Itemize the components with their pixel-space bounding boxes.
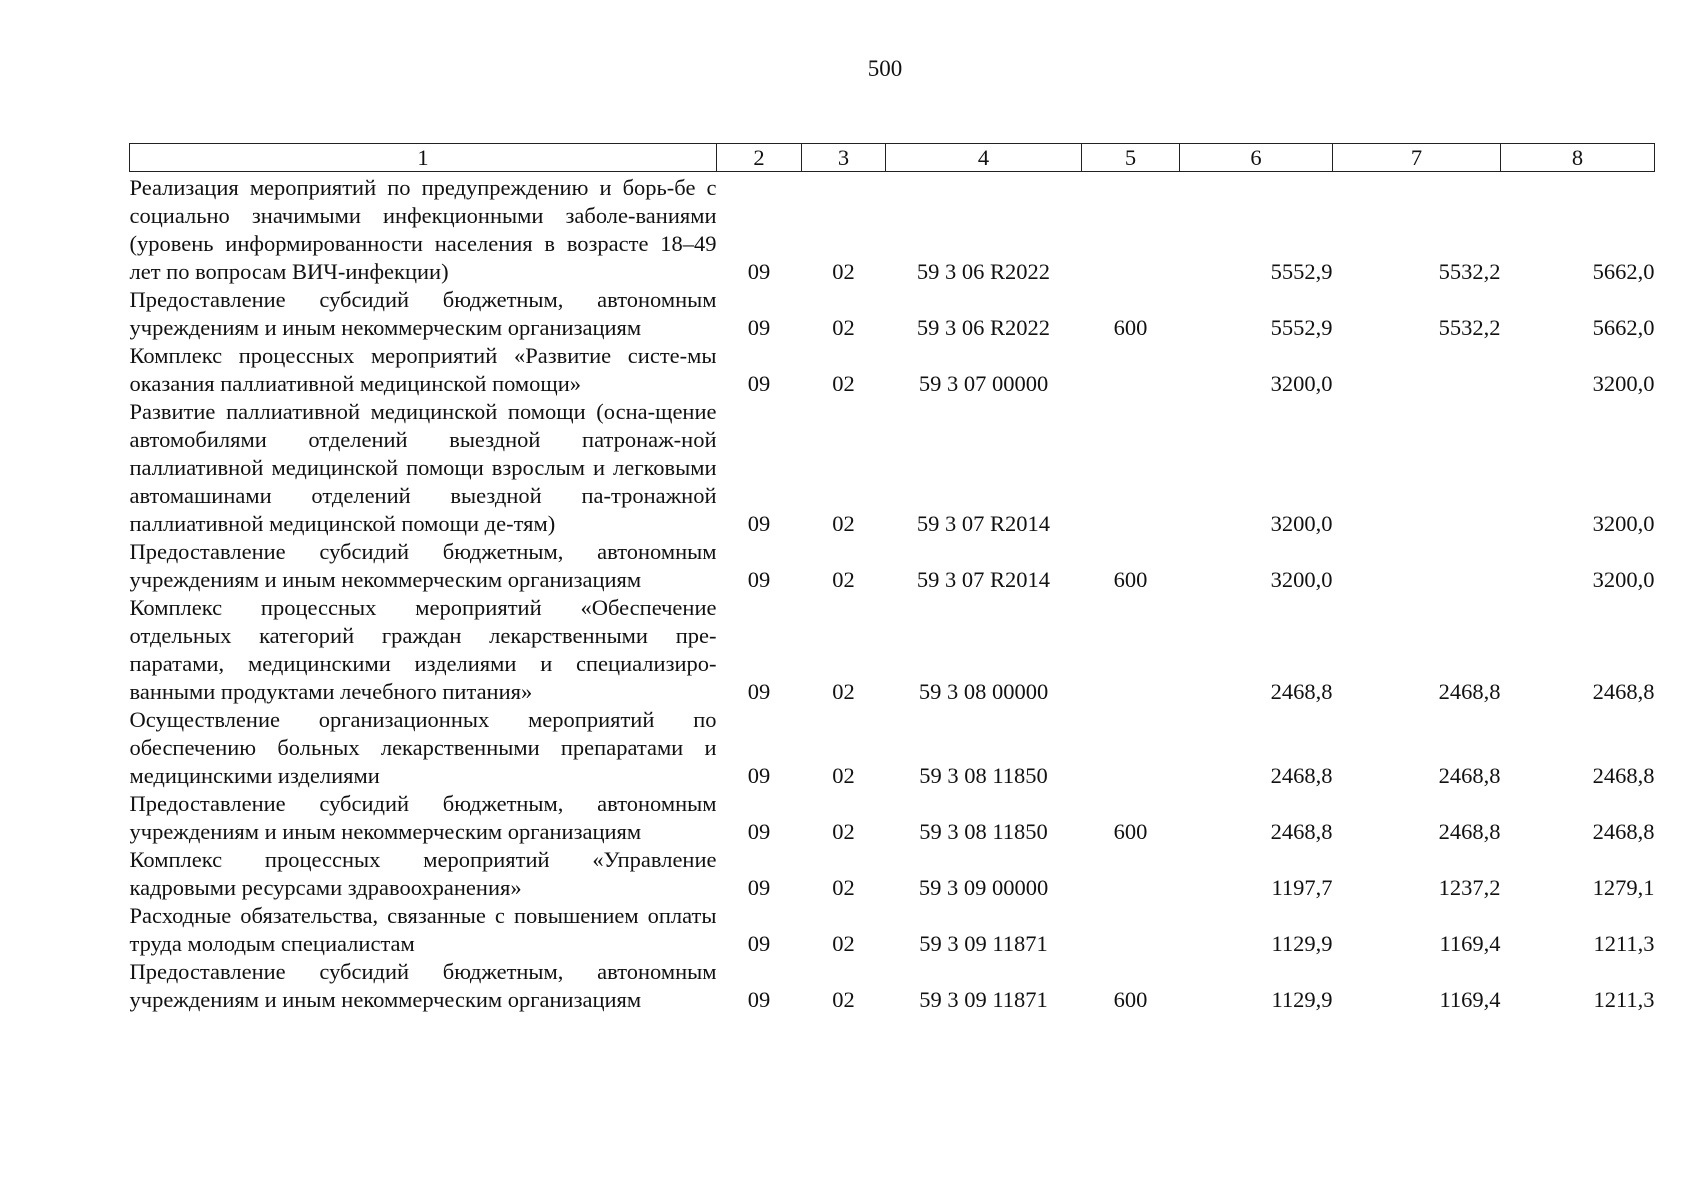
row-subsection: 02 — [832, 679, 855, 704]
row-section: 09 — [747, 763, 771, 788]
table-row — [130, 790, 1655, 846]
table-row — [130, 958, 1655, 1014]
row-expense-type — [1082, 172, 1180, 287]
table-row — [130, 286, 1655, 342]
row-amount-6: 5552,9 — [1270, 315, 1333, 340]
table-row — [130, 846, 1655, 902]
row-expense-type — [1082, 706, 1180, 790]
row-amount-7: 5532,2 — [1438, 315, 1501, 340]
row-subsection: 02 — [832, 567, 855, 592]
column-header: 6 — [1180, 144, 1333, 172]
row-amount-7: 2468,8 — [1438, 819, 1501, 844]
row-expense-type — [1082, 594, 1180, 706]
table-row — [130, 342, 1655, 398]
row-section: 09 — [747, 511, 771, 536]
row-target-code: 59 3 06 R2022 — [916, 315, 1051, 340]
row-section: 09 — [747, 679, 771, 704]
row-expense-type — [1082, 902, 1180, 958]
column-header: 7 — [1333, 144, 1501, 172]
column-header: 4 — [886, 144, 1082, 172]
row-section: 09 — [747, 567, 771, 592]
row-amount-7 — [1333, 538, 1501, 594]
row-amount-8: 2468,8 — [1592, 819, 1655, 844]
row-target-code: 59 3 09 11871 — [919, 931, 1048, 956]
row-amount-6: 3200,0 — [1270, 511, 1333, 536]
table-row — [130, 706, 1655, 790]
row-target-code: 59 3 09 00000 — [918, 875, 1049, 900]
row-expense-type — [1082, 342, 1180, 398]
table-row — [130, 594, 1655, 706]
table-row — [130, 538, 1655, 594]
row-amount-6: 1129,9 — [1271, 987, 1333, 1012]
row-amount-8: 1211,3 — [1593, 987, 1655, 1012]
row-section: 09 — [747, 259, 771, 284]
row-section: 09 — [747, 875, 771, 900]
row-amount-7 — [1333, 342, 1501, 398]
row-subsection: 02 — [832, 511, 855, 536]
row-expense-type — [1082, 398, 1180, 538]
row-amount-8: 3200,0 — [1592, 371, 1655, 396]
row-subsection: 02 — [832, 763, 855, 788]
row-target-code: 59 3 07 00000 — [918, 371, 1049, 396]
row-target-code: 59 3 08 00000 — [918, 679, 1049, 704]
row-amount-8: 3200,0 — [1592, 511, 1655, 536]
row-description: Предоставление субсидий бюджетным, автономным учреждениям и иным некоммерческим организациям — [129, 959, 717, 1012]
row-subsection: 02 — [832, 931, 855, 956]
row-section: 09 — [747, 931, 771, 956]
row-amount-6: 3200,0 — [1270, 371, 1333, 396]
row-description: Предоставление субсидий бюджетным, автономным учреждениям и иным некоммерческим организациям — [129, 791, 717, 844]
row-description: Развитие паллиативной медицинской помощи (осна-щение автомобилями отделений выездной патронаж-ной паллиативной медицинской помощи взрослым и легковыми автомашинами отделений выездной па-тронажной паллиативной медицинской помощи де-тям) — [129, 399, 717, 536]
row-amount-6: 3200,0 — [1270, 567, 1333, 592]
row-expense-type: 600 — [1113, 987, 1148, 1012]
row-section: 09 — [747, 371, 771, 396]
row-section: 09 — [747, 987, 771, 1012]
row-amount-8: 2468,8 — [1592, 763, 1655, 788]
row-amount-7: 5532,2 — [1438, 259, 1501, 284]
row-target-code: 59 3 08 11850 — [919, 819, 1048, 844]
row-expense-type: 600 — [1113, 567, 1148, 592]
row-expense-type: 600 — [1113, 315, 1148, 340]
table-row — [130, 172, 1655, 287]
row-amount-8: 5662,0 — [1592, 315, 1655, 340]
row-subsection: 02 — [832, 371, 855, 396]
row-description: Предоставление субсидий бюджетным, автономным учреждениям и иным некоммерческим организациям — [129, 539, 717, 592]
row-amount-7: 2468,8 — [1438, 679, 1501, 704]
budget-table — [129, 143, 1655, 1014]
row-target-code: 59 3 09 11871 — [919, 987, 1048, 1012]
row-target-code: 59 3 08 11850 — [919, 763, 1048, 788]
row-subsection: 02 — [832, 987, 855, 1012]
row-section: 09 — [747, 315, 771, 340]
row-subsection: 02 — [832, 819, 855, 844]
table-row — [130, 398, 1655, 538]
row-amount-8: 2468,8 — [1592, 679, 1655, 704]
row-amount-7 — [1333, 398, 1501, 538]
row-description: Осуществление организационных мероприятий по обеспечению больных лекарственными препаратами и медицинскими изделиями — [129, 707, 717, 788]
row-amount-6: 2468,8 — [1270, 763, 1333, 788]
row-description: Комплекс процессных мероприятий «Обеспечение отдельных категорий граждан лекарственными пре-паратами, медицинскими изделиями и специализиро-ванными продуктами лечебного питания» — [129, 595, 717, 704]
row-expense-type: 600 — [1113, 819, 1148, 844]
row-amount-7: 1169,4 — [1439, 987, 1501, 1012]
row-amount-7: 1237,2 — [1438, 875, 1501, 900]
row-description: Расходные обязательства, связанные с повышением оплаты труда молодым специалистам — [129, 903, 717, 956]
row-expense-type — [1082, 846, 1180, 902]
row-description: Комплекс процессных мероприятий «Управление кадровыми ресурсами здравоохранения» — [129, 847, 717, 900]
row-description: Предоставление субсидий бюджетным, автономным учреждениям и иным некоммерческим организациям — [129, 287, 717, 340]
table-row — [130, 902, 1655, 958]
row-subsection: 02 — [832, 315, 855, 340]
column-header: 2 — [717, 144, 802, 172]
row-amount-6: 1197,7 — [1271, 875, 1333, 900]
row-subsection: 02 — [832, 259, 855, 284]
row-amount-8: 1279,1 — [1592, 875, 1655, 900]
table-header-row — [130, 144, 1655, 172]
row-subsection: 02 — [832, 875, 855, 900]
column-header: 1 — [130, 144, 717, 172]
row-target-code: 59 3 06 R2022 — [916, 259, 1051, 284]
row-description: Реализация мероприятий по предупреждению и борь-бе с социально значимыми инфекционными заболе-ваниями (уровень информированности населения в возрасте 18–49 лет по вопросам ВИЧ-инфекции) — [129, 175, 717, 284]
row-amount-7: 2468,8 — [1438, 763, 1501, 788]
page-number: 500 — [867, 56, 903, 81]
row-amount-6: 2468,8 — [1270, 819, 1333, 844]
column-header: 8 — [1501, 144, 1655, 172]
row-amount-6: 1129,9 — [1271, 931, 1333, 956]
row-description: Комплекс процессных мероприятий «Развитие систе-мы оказания паллиативной медицинской помощи» — [129, 343, 717, 396]
row-amount-7: 1169,4 — [1439, 931, 1501, 956]
row-amount-8: 3200,0 — [1592, 567, 1655, 592]
row-amount-8: 1211,3 — [1593, 931, 1655, 956]
column-header: 3 — [802, 144, 886, 172]
row-target-code: 59 3 07 R2014 — [916, 567, 1051, 592]
row-amount-6: 5552,9 — [1270, 259, 1333, 284]
column-header: 5 — [1082, 144, 1180, 172]
row-target-code: 59 3 07 R2014 — [916, 511, 1051, 536]
row-section: 09 — [747, 819, 771, 844]
row-amount-6: 2468,8 — [1270, 679, 1333, 704]
row-amount-8: 5662,0 — [1592, 259, 1655, 284]
